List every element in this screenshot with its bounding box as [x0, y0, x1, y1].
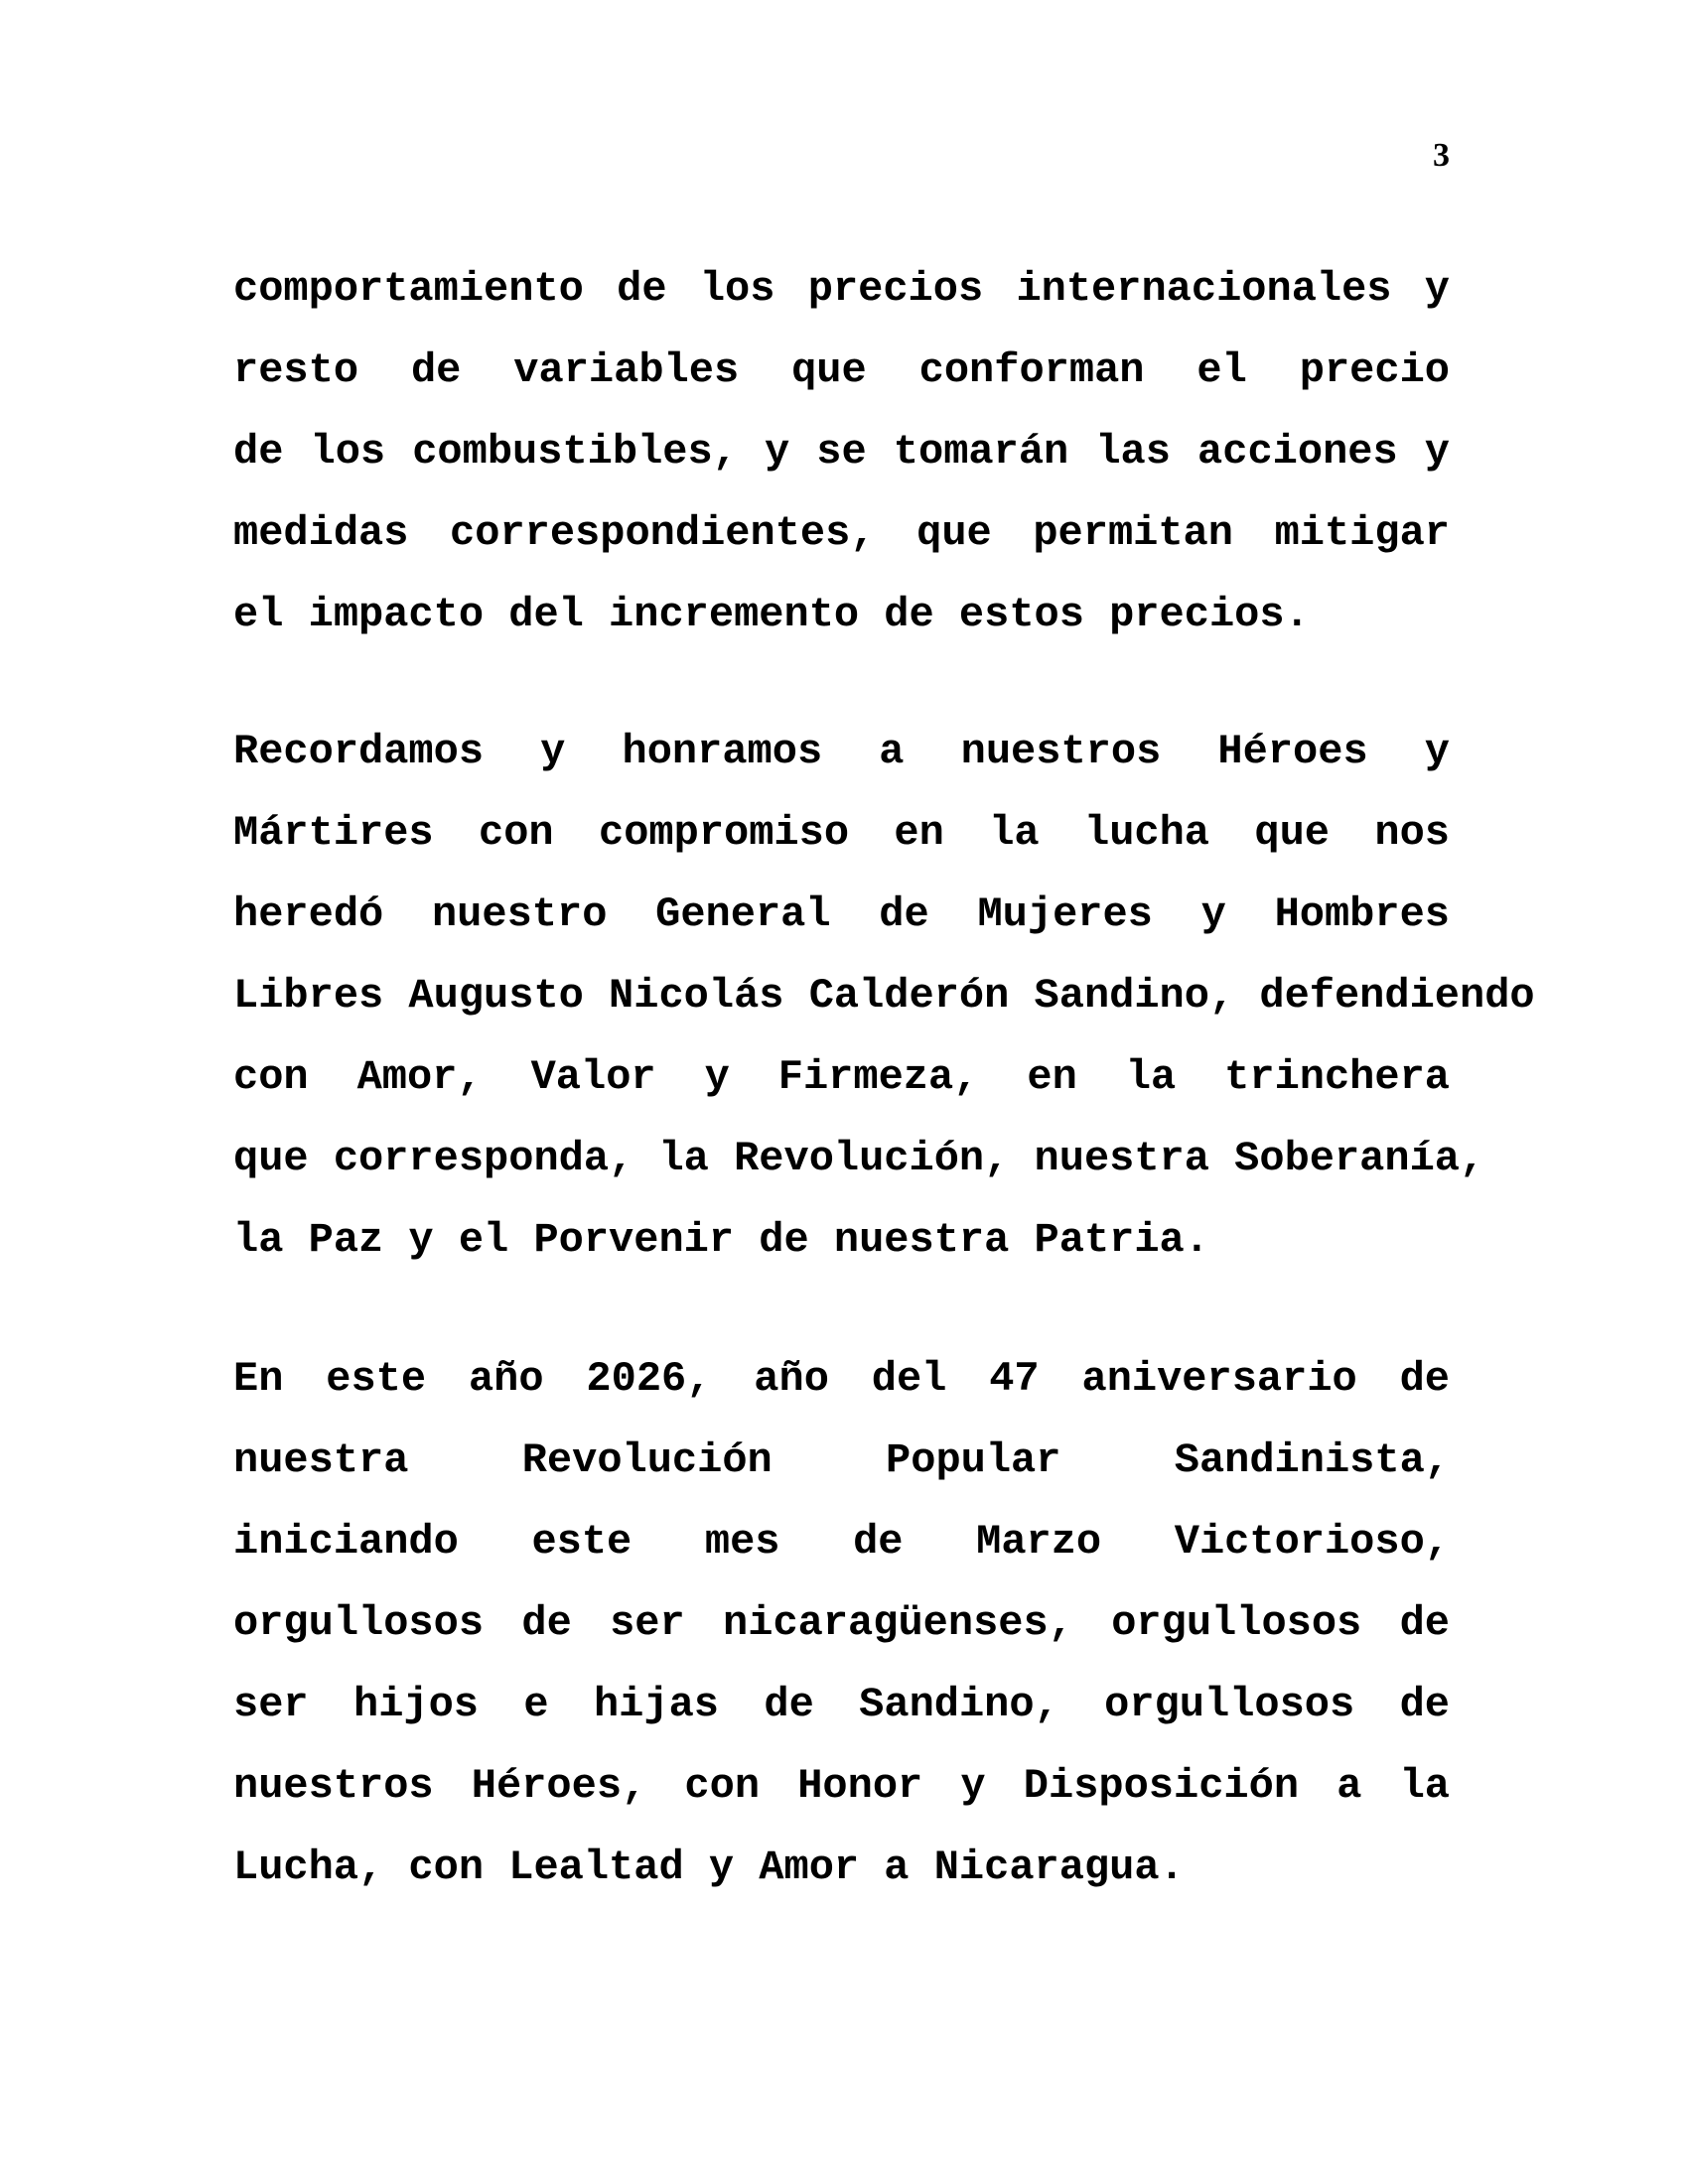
- text-line: el impacto del incremento de estos precios.: [233, 591, 1310, 638]
- text-line: que corresponda, la Revolución, nuestra Soberanía,: [233, 1135, 1485, 1182]
- text-line: iniciando este mes de Marzo Victorioso,: [233, 1518, 1450, 1566]
- text-line: nuestra Revolución Popular Sandinista,: [233, 1436, 1450, 1484]
- text-line: con Amor, Valor y Firmeza, en la trinchera: [233, 1053, 1450, 1101]
- paragraph-fuel-prices: [233, 248, 1450, 655]
- text-line: medidas correspondientes, que permitan mitigar: [233, 509, 1450, 557]
- text-line: En este año 2026, año del 47 aniversario de: [233, 1355, 1450, 1403]
- text-line: Recordamos y honramos a nuestros Héroes y: [233, 728, 1450, 775]
- text-line: de los combustibles, y se tomarán las acciones y: [233, 428, 1450, 476]
- page-number: 3: [1433, 137, 1450, 174]
- text-line: la Paz y el Porvenir de nuestra Patria.: [233, 1216, 1209, 1264]
- paragraph-anniversary: [233, 1338, 1450, 1908]
- text-line: ser hijos e hijas de Sandino, orgullosos de: [233, 1681, 1450, 1728]
- text-line: resto de variables que conforman el precio: [233, 346, 1450, 394]
- text-line: Lucha, con Lealtad y Amor a Nicaragua.: [233, 1843, 1185, 1891]
- text-line: Mártires con compromiso en la lucha que nos: [233, 809, 1450, 857]
- text-line: nuestros Héroes, con Honor y Disposición a la: [233, 1762, 1450, 1810]
- text-line: Libres Augusto Nicolás Calderón Sandino, defendiendo: [233, 972, 1535, 1020]
- paragraph-heroes: [233, 711, 1535, 1281]
- text-line: orgullosos de ser nicaragüenses, orgullosos de: [233, 1599, 1450, 1647]
- text-line: heredó nuestro General de Mujeres y Hombres: [233, 890, 1450, 938]
- text-line: comportamiento de los precios internacionales y: [233, 265, 1450, 313]
